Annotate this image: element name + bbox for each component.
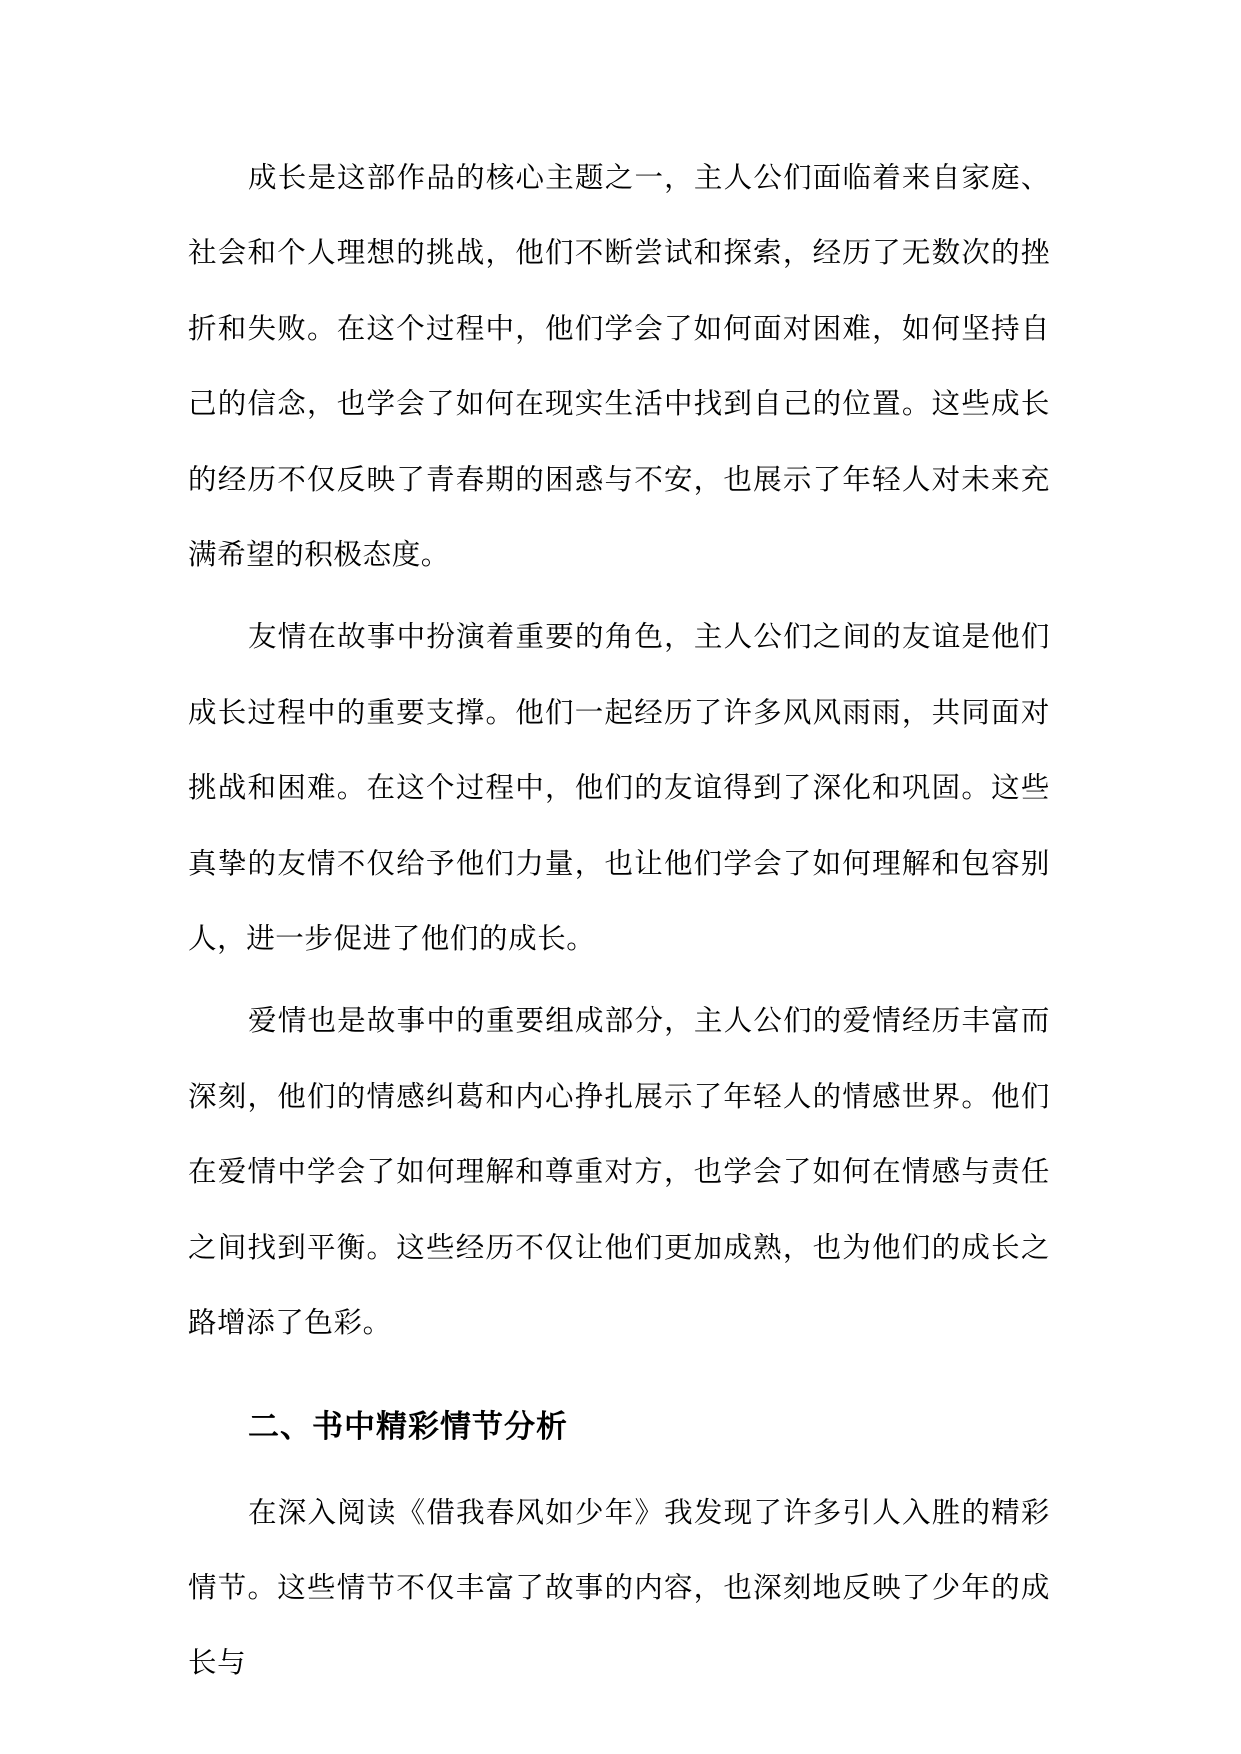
paragraph-friendship: 友情在故事中扮演着重要的角色，主人公们之间的友谊是他们成长过程中的重要支撑。他们一起经历了许多风风雨雨，共同面对挑战和困难。在这个过程中，他们的友谊得到了深化和巩固。这些真挚的友情不仅给予他们力量，也让他们学会了如何理解和包容别人，进一步促进了他们的成长。 (188, 620, 1050, 956)
paragraph-growth: 成长是这部作品的核心主题之一，主人公们面临着来自家庭、社会和个人理想的挑战，他们不断尝试和探索，经历了无数次的挫折和失败。在这个过程中，他们学会了如何面对困难，如何坚持自己的信念，也学会了如何在现实生活中找到自己的位置。这些成长的经历不仅反映了青春期的困惑与不安，也展示了年轻人对未来充满希望的积极态度。 (188, 161, 1050, 572)
document-page (188, 140, 1050, 1680)
section-heading: 二、书中精彩情节分析 (248, 1408, 568, 1445)
paragraph-plot-analysis: 在深入阅读《借我春风如少年》我发现了许多引人入胜的精彩情节。这些情节不仅丰富了故事的内容，也深刻地反映了少年的成长与 (188, 1495, 1050, 1680)
paragraph-love: 爱情也是故事中的重要组成部分，主人公们的爱情经历丰富而深刻，他们的情感纠葛和内心挣扎展示了年轻人的情感世界。他们在爱情中学会了如何理解和尊重对方，也学会了如何在情感与责任之间找到平衡。这些经历不仅让他们更加成熟，也为他们的成长之路增添了色彩。 (188, 1004, 1050, 1340)
